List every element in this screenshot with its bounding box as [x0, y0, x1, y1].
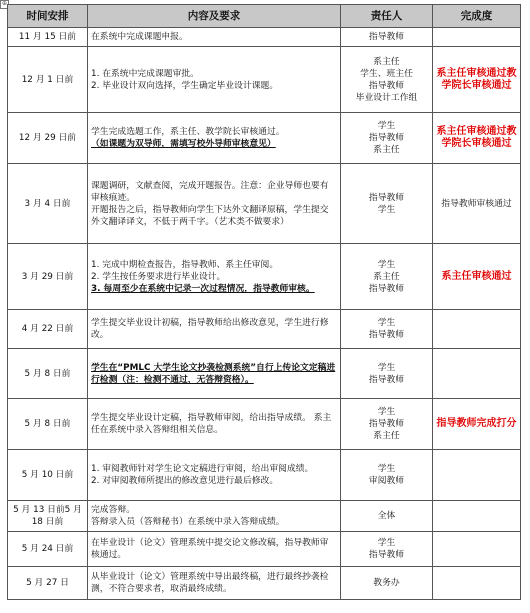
content-cell [88, 567, 341, 600]
completion-cell [433, 567, 521, 600]
responsible-line: 指导教师 [368, 133, 405, 143]
responsible-cell [341, 28, 433, 47]
responsible-cell [341, 310, 433, 349]
responsible-line: 学生 [377, 464, 396, 474]
responsible-line: 全体 [377, 511, 396, 521]
completion-cell: 系主任审核通过教学院长审核通过 [433, 113, 521, 164]
header-content: 内容及要求 [88, 5, 341, 28]
content-cell [88, 532, 341, 567]
table-row [8, 532, 521, 567]
content-line: 学生提交毕业设计初稿，指导教师给出修改意见，学生进行修改。 [91, 318, 329, 340]
content-line: 1. 完成中期检查报告，指导教师、系主任审阅。 [91, 259, 279, 270]
content-line: 在毕业设计（论文）管理系统中提交论文修改稿，指导教师审核通过。 [91, 538, 329, 560]
completion-cell [433, 532, 521, 567]
responsible-line: 学生、班主任 [360, 68, 413, 79]
content-line: 答辩录入员（答辩秘书）在系统中录入答辩成绩。 [91, 517, 285, 527]
table-row [8, 501, 521, 532]
table-row [8, 310, 521, 349]
responsible-cell [341, 349, 433, 399]
responsible-line: 系主任 [373, 271, 400, 282]
header-completion: 完成度 [433, 5, 521, 28]
table-row [8, 349, 521, 399]
header-row [8, 5, 521, 28]
content-line: （如课题为双导师，需填写校外导师审核意见） [91, 139, 276, 149]
table-row [8, 450, 521, 501]
content-line: 1. 审阅教师针对学生论文定稿进行审阅，给出审阅成绩。 [91, 464, 314, 474]
content-line: 学生完成选题工作，系主任、教学院长审核通过。 [91, 127, 285, 137]
time-cell: 5 月 8 日前 [8, 399, 88, 450]
content-line: 2. 毕业设计双向选择，学生确定毕业设计课题。 [91, 80, 279, 91]
table-row [8, 567, 521, 600]
responsible-line: 指导教师 [368, 374, 405, 385]
schedule-table [7, 4, 521, 600]
content-line: 3. 每周至少在系统中记录一次过程情况，指导教师审核。 [91, 283, 315, 294]
header-time: 时间安排 [8, 5, 88, 28]
responsible-line: 指导教师 [368, 283, 405, 294]
responsible-cell [341, 47, 433, 113]
content-cell [88, 349, 341, 399]
responsible-cell [341, 450, 433, 501]
responsible-line: 教务办 [373, 578, 400, 588]
content-cell [88, 450, 341, 501]
content-cell [88, 501, 341, 532]
responsible-line: 指导教师 [368, 192, 405, 203]
table-row [8, 399, 521, 450]
table-row [8, 244, 521, 310]
responsible-line: 学生 [377, 318, 396, 328]
completion-cell [433, 310, 521, 349]
responsible-cell [341, 113, 433, 164]
content-line: 2. 学生按任务要求进行毕业设计。 [91, 271, 226, 282]
responsible-line: 学生 [377, 121, 396, 131]
responsible-line: 学生 [377, 407, 396, 417]
responsible-line: 学生 [377, 259, 396, 270]
content-line: 从毕业设计（论文）管理系统中导出最终稿，进行最终抄袭检测，不符合要求者，取消最终成绩。 [91, 572, 329, 594]
responsible-line: 指导教师 [368, 32, 405, 42]
content-line: 学生提交毕业设计定稿，指导教师审阅，给出指导成绩。 系主任在系统中录入答辩组相关信息。 [91, 413, 332, 435]
content-cell [88, 113, 341, 164]
content-cell [88, 399, 341, 450]
table-row [8, 113, 521, 164]
completion-cell: 指导教师审核通过 [433, 164, 521, 244]
content-line: 课题调研，文献查阅，完成开题报告。注意：企业导师也要有审核痕迹。 [91, 180, 329, 203]
time-cell: 12 月 29 日前 [8, 113, 88, 164]
time-cell: 5 月 24 日前 [8, 532, 88, 567]
content-cell [88, 28, 341, 47]
completion-cell: 系主任审核通过 [433, 244, 521, 310]
responsible-cell [341, 244, 433, 310]
header-responsible: 责任人 [341, 5, 433, 28]
table-anchor-icon[interactable]: ⊕ [1, 0, 8, 7]
content-cell [88, 47, 341, 113]
responsible-line: 审阅教师 [368, 476, 405, 486]
time-cell: 4 月 22 日前 [8, 310, 88, 349]
content-cell [88, 164, 341, 244]
completion-cell: 系主任审核通过教学院长审核通过 [433, 47, 521, 113]
responsible-line: 毕业设计工作组 [355, 92, 418, 103]
responsible-line: 学生 [377, 538, 396, 548]
responsible-line: 指导教师 [368, 330, 405, 340]
content-cell [88, 244, 341, 310]
responsible-line: 学生 [377, 204, 396, 215]
time-cell: 11 月 15 日前 [8, 28, 88, 47]
responsible-cell [341, 164, 433, 244]
responsible-cell [341, 532, 433, 567]
content-line: 1. 在系统中完成课题审批。 [91, 68, 199, 79]
table-row [8, 47, 521, 113]
completion-cell [433, 450, 521, 501]
responsible-cell [341, 501, 433, 532]
responsible-line: 指导教师 [368, 550, 405, 560]
time-cell: 3 月 4 日前 [8, 164, 88, 244]
completion-cell [433, 501, 521, 532]
responsible-line: 学生 [377, 362, 396, 373]
table-row [8, 164, 521, 244]
time-cell: 12 月 1 日前 [8, 47, 88, 113]
time-cell: 5 月 13 日前5 月 18 日前 [8, 501, 88, 532]
completion-cell [433, 28, 521, 47]
table-row [8, 28, 521, 47]
responsible-cell [341, 567, 433, 600]
content-line: 2. 对审阅教师所提出的修改意见进行最后修改。 [91, 476, 279, 486]
responsible-line: 指导教师 [368, 80, 405, 91]
time-cell: 5 月 10 日前 [8, 450, 88, 501]
time-cell: 3 月 29 日前 [8, 244, 88, 310]
responsible-line: 指导教师 [368, 419, 405, 429]
content-cell [88, 310, 341, 349]
completion-cell [433, 349, 521, 399]
responsible-line: 系主任 [373, 145, 400, 155]
content-line: 在系统中完成课题申报。 [91, 32, 188, 42]
content-line: 开题报告之后，指导教师向学生下达外文翻译原稿，学生提交外文翻译译文，不低于两千字。（艺术类不做要求） [91, 204, 329, 227]
time-cell: 5 月 27 日 [8, 567, 88, 600]
time-cell: 5 月 8 日前 [8, 349, 88, 399]
responsible-line: 系主任 [373, 56, 400, 67]
content-line: 学生在“PMLC 大学生论文抄袭检测系统”自行上传论文定稿进行检测（注：检测不通过，无答辩资格）。 [91, 362, 336, 385]
responsible-cell [341, 399, 433, 450]
completion-cell: 指导教师完成打分 [433, 399, 521, 450]
content-line: 完成答辩。 [91, 505, 135, 515]
responsible-line: 系主任 [373, 431, 400, 441]
